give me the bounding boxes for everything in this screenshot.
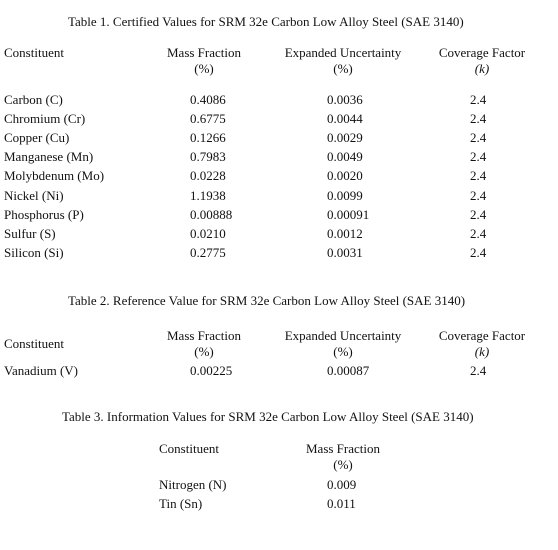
cell-coverage: 2.4 (470, 363, 487, 378)
cell-constituent: Carbon (C) (4, 92, 63, 107)
cell-constituent: Silicon (Si) (4, 245, 64, 260)
table1-title: Table 1. Certified Values for SRM 32e Carbon Low Alloy Steel (SAE 3140) (68, 14, 464, 29)
cell-uncertainty: 0.0099 (327, 188, 363, 203)
cell-mass-fraction: 0.011 (327, 496, 356, 511)
cell-mass-fraction: 0.1266 (190, 130, 226, 145)
cell-coverage: 2.4 (470, 168, 487, 183)
cell-mass-fraction: 1.1938 (190, 188, 226, 203)
cell-constituent: Chromium (Cr) (4, 111, 86, 126)
table1-header-uncertainty: Expanded Uncertainty (284, 45, 402, 60)
table1-header-coverage-unit: (k) (474, 61, 490, 76)
cell-constituent: Tin (Sn) (159, 496, 203, 511)
table2-header-constituent: Constituent (4, 336, 64, 351)
table2-header-mass-fraction-unit: (%) (194, 344, 214, 359)
cell-uncertainty: 0.0049 (327, 149, 363, 164)
cell-coverage: 2.4 (470, 111, 487, 126)
cell-mass-fraction: 0.0228 (190, 168, 226, 183)
cell-coverage: 2.4 (470, 149, 487, 164)
table3-header-mass-fraction-unit: (%) (333, 457, 353, 472)
table3-title: Table 3. Information Values for SRM 32e Carbon Low Alloy Steel (SAE 3140) (62, 409, 474, 424)
cell-constituent: Molybdenum (Mo) (4, 168, 105, 183)
cell-mass-fraction: 0.00225 (190, 363, 233, 378)
cell-uncertainty: 0.00091 (327, 207, 370, 222)
cell-constituent: Copper (Cu) (4, 130, 70, 145)
table1-header-coverage: Coverage Factor (438, 45, 526, 60)
cell-uncertainty: 0.0036 (327, 92, 363, 107)
cell-constituent: Vanadium (V) (4, 363, 79, 378)
table2-header-uncertainty: Expanded Uncertainty (284, 328, 402, 343)
table1-header-constituent: Constituent (4, 45, 64, 60)
cell-coverage: 2.4 (470, 245, 487, 260)
cell-mass-fraction: 0.0210 (190, 226, 226, 241)
cell-mass-fraction: 0.4086 (190, 92, 226, 107)
cell-coverage: 2.4 (470, 226, 487, 241)
cell-uncertainty: 0.0020 (327, 168, 363, 183)
cell-mass-fraction: 0.7983 (190, 149, 226, 164)
cell-coverage: 2.4 (470, 188, 487, 203)
cell-constituent: Sulfur (S) (4, 226, 56, 241)
cell-uncertainty: 0.00087 (327, 363, 370, 378)
table1-header-mass-fraction-unit: (%) (194, 61, 214, 76)
cell-mass-fraction: 0.2775 (190, 245, 226, 260)
table3-header-constituent: Constituent (159, 441, 219, 456)
cell-uncertainty: 0.0031 (327, 245, 363, 260)
cell-constituent: Phosphorus (P) (4, 207, 84, 222)
cell-uncertainty: 0.0029 (327, 130, 363, 145)
table2-header-uncertainty-unit: (%) (333, 344, 353, 359)
table2-header-mass-fraction: Mass Fraction (166, 328, 242, 343)
cell-coverage: 2.4 (470, 130, 487, 145)
cell-mass-fraction: 0.6775 (190, 111, 226, 126)
table2-header-coverage: Coverage Factor (438, 328, 526, 343)
table3-header-mass-fraction: Mass Fraction (305, 441, 381, 456)
cell-mass-fraction: 0.009 (327, 477, 357, 492)
cell-coverage: 2.4 (470, 207, 487, 222)
table1-header-uncertainty-unit: (%) (333, 61, 353, 76)
cell-constituent: Nickel (Ni) (4, 188, 64, 203)
cell-uncertainty: 0.0044 (327, 111, 363, 126)
cell-mass-fraction: 0.00888 (190, 207, 233, 222)
table2-header-coverage-unit: (k) (474, 344, 490, 359)
cell-coverage: 2.4 (470, 92, 487, 107)
table2-title: Table 2. Reference Value for SRM 32e Carbon Low Alloy Steel (SAE 3140) (68, 293, 466, 308)
table1-header-mass-fraction: Mass Fraction (166, 45, 242, 60)
cell-uncertainty: 0.0012 (327, 226, 363, 241)
cell-constituent: Manganese (Mn) (4, 149, 94, 164)
cell-constituent: Nitrogen (N) (159, 477, 227, 492)
